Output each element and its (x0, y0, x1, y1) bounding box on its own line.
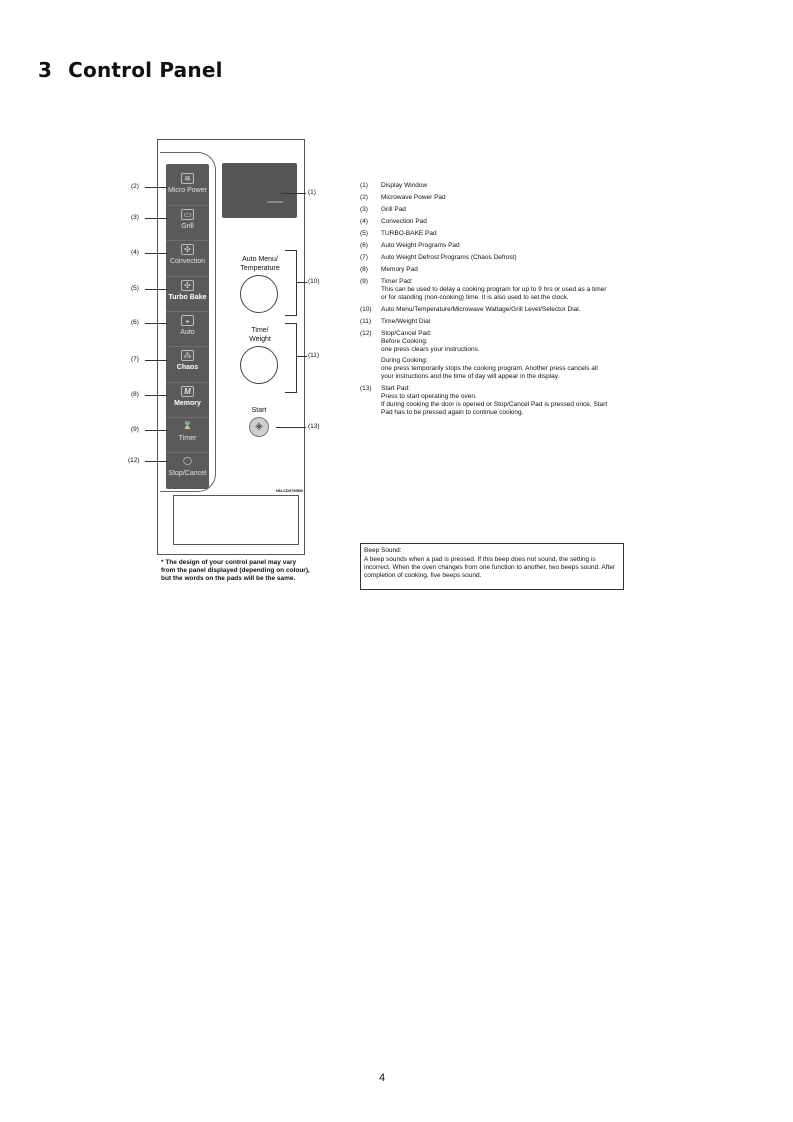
legend-number: (4) (360, 218, 368, 225)
section-number: 3 (38, 58, 53, 82)
legend-item (360, 218, 610, 226)
legend-item (360, 266, 610, 274)
display-segment (267, 201, 283, 203)
pad-timer[interactable] (166, 417, 209, 452)
time-weight-dial[interactable] (240, 346, 278, 384)
legend-description: one press temporarily stops the cooking program. Another press cancels all your instructions and the time of day will appear in the display. (381, 365, 598, 380)
legend-text (381, 278, 610, 302)
pad-label: Chaos (176, 364, 199, 371)
legend-item (360, 278, 610, 302)
beep-title: Beep Sound: (364, 547, 402, 554)
leader-line (145, 187, 167, 188)
legend-heading: Stop/Cancel Pad: (381, 330, 432, 337)
pad-micro-power[interactable] (166, 170, 209, 205)
leader-line (281, 193, 306, 194)
leader-line (276, 427, 306, 428)
legend-text: Auto Weight Defrost Programs (Chaos Defrost) (381, 254, 517, 261)
callout-12: (12) (128, 457, 140, 464)
leader-line (145, 360, 167, 361)
memory-icon: M (181, 386, 194, 397)
pad-chaos[interactable] (166, 346, 209, 381)
dial-label-line: Temperature (240, 265, 280, 272)
legend-number: (1) (360, 182, 368, 189)
legend-description: This can be used to delay a cooking program for up to 9 hrs or used as a timer or for standing (non-cooking) time. It is also used to set the clock. (381, 286, 607, 301)
section-title: Control Panel (68, 58, 223, 82)
legend-subheading: During Cooking: (381, 357, 428, 364)
beep-text: A beep sounds when a pad is pressed. If this beep does not sound, the setting is incorrect. When the oven changes from one function to another, two beeps sound. After completion of cooking, five beeps sound. (364, 556, 616, 579)
grill-icon: ▭ (181, 209, 194, 220)
leader-line (145, 430, 167, 431)
leader-line (145, 253, 167, 254)
legend-item (360, 254, 610, 262)
legend-text: Auto Menu/Temperature/Microwave Wattage/Grill Level/Selector Dial. (381, 306, 581, 313)
pad-label: Auto (180, 329, 195, 336)
legend-item (360, 242, 610, 250)
section-heading (38, 58, 223, 82)
legend-item (360, 385, 610, 417)
display-window (222, 163, 297, 218)
legend-list (360, 182, 610, 421)
legend-number: (8) (360, 266, 368, 273)
legend-number: (13) (360, 385, 372, 392)
dial-label-line: Time/ (251, 327, 269, 334)
legend-number: (5) (360, 230, 368, 237)
auto-menu-temperature-dial[interactable] (240, 275, 278, 313)
legend-text: Memory Pad (381, 266, 418, 273)
pad-stop-cancel[interactable] (166, 452, 209, 487)
dial-label-line: Auto Menu/ (242, 256, 278, 263)
legend-item (360, 318, 610, 326)
legend-number: (12) (360, 330, 372, 337)
dial-label-auto-menu (235, 255, 285, 273)
pad-label: Memory (174, 400, 201, 407)
pot-icon: ◒ (181, 315, 194, 326)
legend-number: (6) (360, 242, 368, 249)
leader-line (297, 282, 307, 283)
beep-sound-box (360, 543, 624, 590)
fan-icon: ✣ (181, 280, 194, 291)
callout-1: (1) (308, 189, 316, 196)
callout-6: (6) (131, 319, 139, 326)
callout-2: (2) (131, 183, 139, 190)
snowflake-icon: ⁂ (181, 350, 194, 361)
start-icon: ◈ (255, 421, 263, 432)
legend-number: (2) (360, 194, 368, 201)
leader-line (145, 395, 167, 396)
start-label: Start (251, 407, 267, 414)
callout-3: (3) (131, 214, 139, 221)
legend-number: (7) (360, 254, 368, 261)
pad-label: Timer (178, 435, 197, 442)
callout-10: (10) (308, 278, 320, 285)
legend-number: (3) (360, 206, 368, 213)
pad-label: Grill (181, 223, 194, 230)
pad-turbo-bake[interactable] (166, 276, 209, 311)
legend-heading: Timer Pad: (381, 278, 413, 285)
fan-icon: ✣ (181, 244, 194, 255)
pad-memory[interactable] (166, 382, 209, 417)
legend-item (360, 306, 610, 314)
legend-description: Press to start operating the oven. (381, 393, 477, 400)
legend-text: Grill Pad (381, 206, 406, 213)
legend-text (381, 330, 610, 381)
callout-8: (8) (131, 391, 139, 398)
model-number: NN-CD37KBW (276, 488, 303, 493)
pad-convection[interactable] (166, 240, 209, 275)
legend-item (360, 182, 610, 190)
legend-text: Microwave Power Pad (381, 194, 446, 201)
pad-grill[interactable] (166, 205, 209, 240)
legend-description: If during cooking the door is opened or Stop/Cancel Pad is pressed once, Start Pad has to be pressed again to continue cooking. (381, 401, 608, 416)
legend-number: (11) (360, 318, 372, 325)
callout-13: (13) (308, 423, 320, 430)
legend-item (360, 194, 610, 202)
pad-label: Convection (169, 258, 206, 265)
pad-label: Stop/Cancel (168, 470, 207, 477)
pad-auto[interactable] (166, 311, 209, 346)
panel-lower-area (173, 495, 299, 545)
legend-subheading: Before Cooking: (381, 338, 428, 345)
design-note: * The design of your control panel may vary from the panel displayed (depending on colour), but the words on the pads will be the same. (161, 559, 310, 582)
bracket (285, 323, 297, 393)
callout-9: (9) (131, 426, 139, 433)
leader-line (145, 461, 167, 462)
hourglass-icon: ⌛ (182, 421, 193, 430)
leader-line (297, 356, 307, 357)
legend-item (360, 330, 610, 381)
legend-text: Display Window (381, 182, 428, 189)
page-number: 4 (379, 1072, 386, 1084)
legend-description: one press clears your instructions. (381, 346, 480, 353)
legend-text: TURBO-BAKE Pad (381, 230, 437, 237)
leader-line (145, 218, 167, 219)
pad-label: Turbo Bake (168, 294, 207, 301)
legend-number: (9) (360, 278, 368, 285)
bracket (285, 250, 297, 316)
legend-text: Auto Weight Programs Pad (381, 242, 460, 249)
legend-item (360, 230, 610, 238)
legend-item (360, 206, 610, 214)
legend-text: Time/Weight Dial (381, 318, 431, 325)
start-button[interactable] (249, 417, 269, 437)
callout-11: (11) (308, 352, 320, 359)
leader-line (145, 289, 167, 290)
pad-label: Micro Power (168, 187, 207, 194)
legend-number: (10) (360, 306, 372, 313)
legend-text: Convection Pad (381, 218, 427, 225)
legend-heading: Start Pad: (381, 385, 410, 392)
legend-text (381, 385, 610, 417)
callout-7: (7) (131, 356, 139, 363)
stop-icon: ◯ (183, 456, 192, 465)
leader-line (145, 323, 167, 324)
callout-5: (5) (131, 285, 139, 292)
dial-label-time-weight (235, 326, 285, 344)
callout-4: (4) (131, 249, 139, 256)
dial-label-line: Weight (249, 336, 271, 343)
microwave-waves-icon: ≋ (181, 173, 194, 184)
